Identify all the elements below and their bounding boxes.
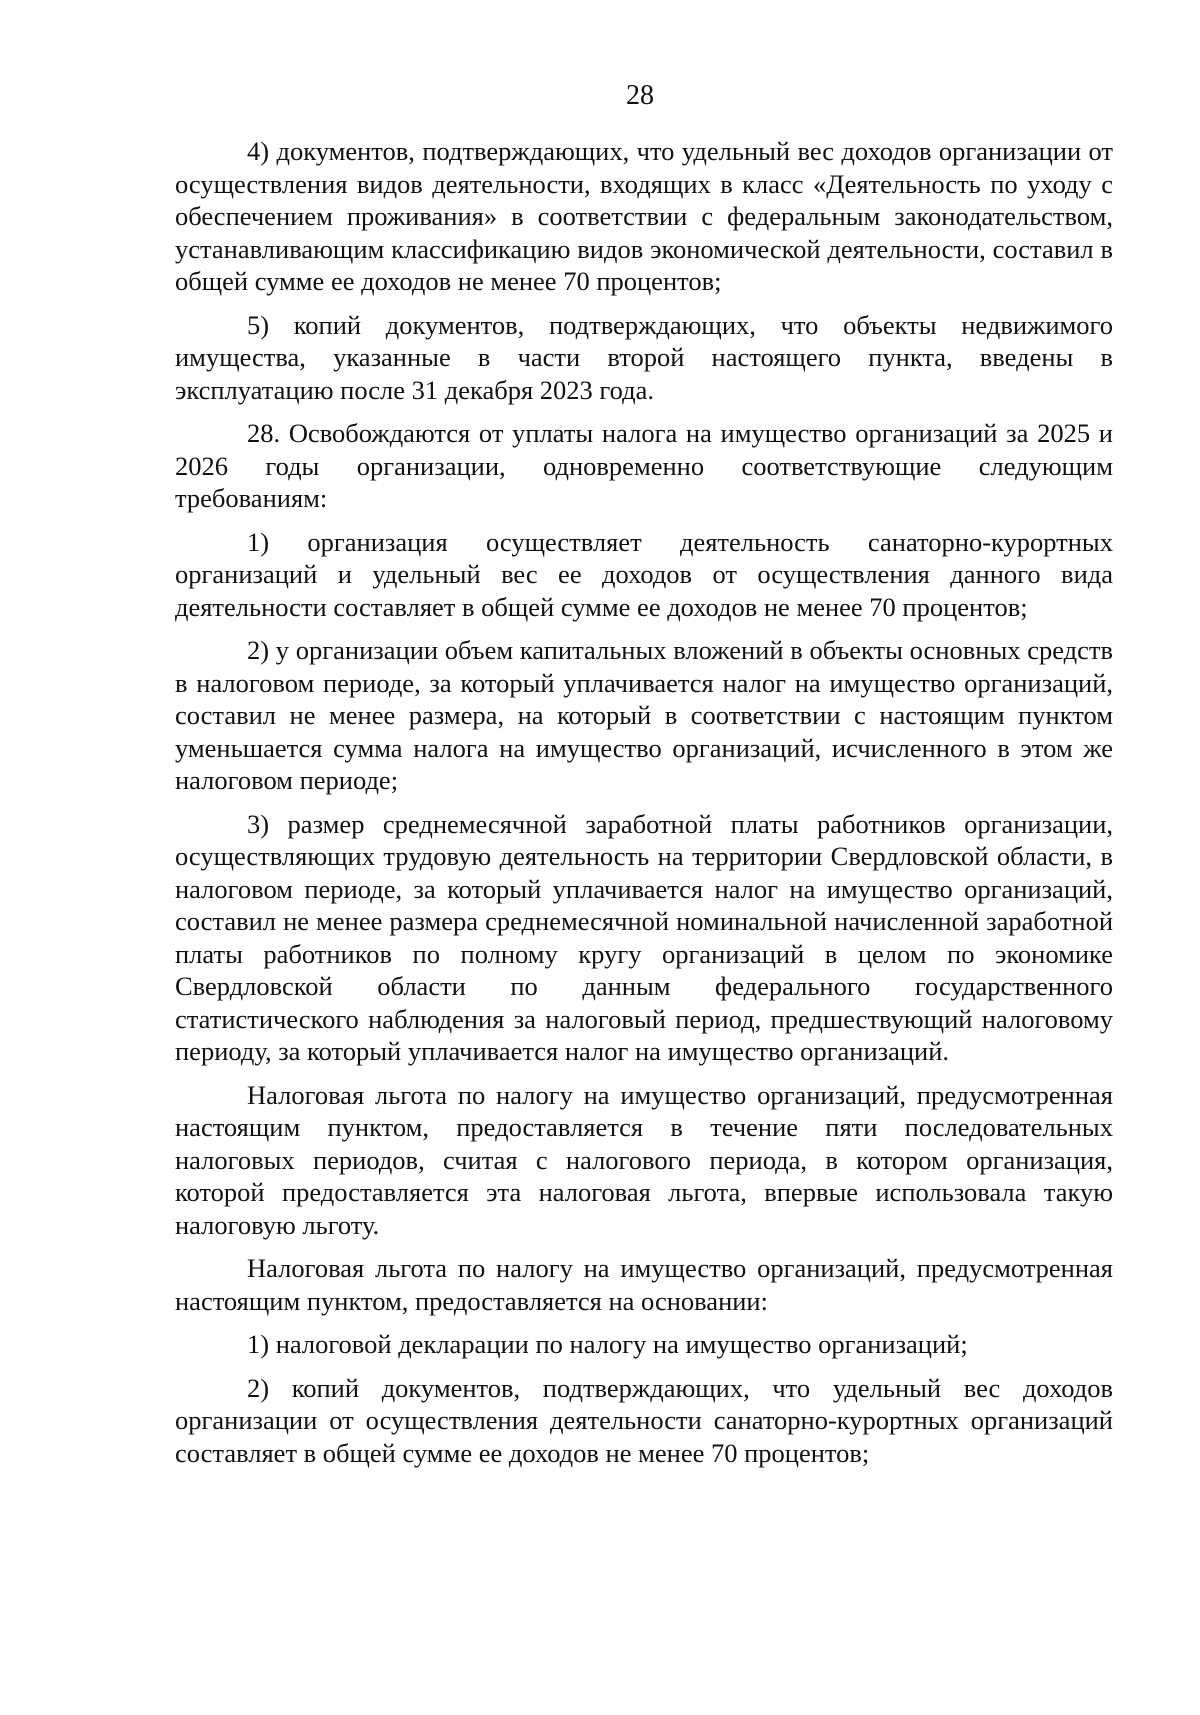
paragraph-item-4-documents: 4) документов, подтверждающих, что удельный вес доходов организации от осуществления видов деятельности, входящих в класс «Деятельность по уходу с обеспечением проживания» в соответствии с федеральным законодательством, устанавливающим классификацию видов экономической деятельности, составил в общей сумме ее доходов не менее 70 процентов; xyxy=(175,136,1113,296)
paragraph-clause-28: 28. Освобождаются от уплаты налога на имущество организаций за 2025 и 2026 годы организации, одновременно соответствующие следующим требованиям: xyxy=(175,418,1113,513)
paragraph-basis-item-2: 2) копий документов, подтверждающих, что удельный вес доходов организации от осуществления деятельности санаторно-курортных организаций составляет в общей сумме ее доходов не менее 70 процентов; xyxy=(175,1372,1113,1468)
paragraph-basis-item-1: 1) налоговой декларации по налогу на имущество организаций; xyxy=(247,1329,968,1359)
paragraph-benefit-duration: Налоговая льгота по налогу на имущество организаций, предусмотренная настоящим пунктом, предоставляется в течение пяти последовательных налоговых периодов, считая с налогового периода, в котором организация, которой предоставляется эта налоговая льгота, впервые использовала такую налоговую льготу. xyxy=(175,1079,1113,1240)
paragraph-item-5-copies: 5) копий документов, подтверждающих, что объекты недвижимого имущества, указанные в части второй настоящего пункта, введены в эксплуатацию после 31 декабря 2023 года. xyxy=(175,309,1113,405)
paragraph-benefit-basis: Налоговая льгота по налогу на имущество организаций, предусмотренная настоящим пунктом, предоставляется на основании: xyxy=(175,1253,1113,1316)
paragraph-requirement-2: 2) у организации объем капитальных вложений в объекты основных средств в налоговом периоде, за который уплачивается налог на имущество организаций, составил не менее размера, на который в соответствии с настоящим пунктом уменьшается сумма налога на имущество организаций, исчисленного в этом же налоговом периоде; xyxy=(175,635,1113,795)
paragraph-requirement-3: 3) размер среднемесячной заработной платы работников организации, осуществляющих трудовую деятельность на территории Свердловской области, в налоговом периоде, за который уплачивается налог на имущество организаций, составил не менее размера среднемесячной номинальной начисленной заработной платы работников по полному кругу организаций в целом по экономике Свердловской области по данным федерального государственного статистического наблюдения за налоговый период, предшествующий налоговому периоду, за который уплачивается налог на имущество организаций. xyxy=(175,808,1113,1066)
page-number: 28 xyxy=(626,80,654,111)
paragraph-requirement-1: 1) организация осуществляет деятельность санаторно-курортных организаций и удельный вес ее доходов от осуществления данного вида деятельности составляет в общей сумме ее доходов не менее 70 процентов; xyxy=(175,526,1113,622)
document-body xyxy=(175,135,1113,1480)
